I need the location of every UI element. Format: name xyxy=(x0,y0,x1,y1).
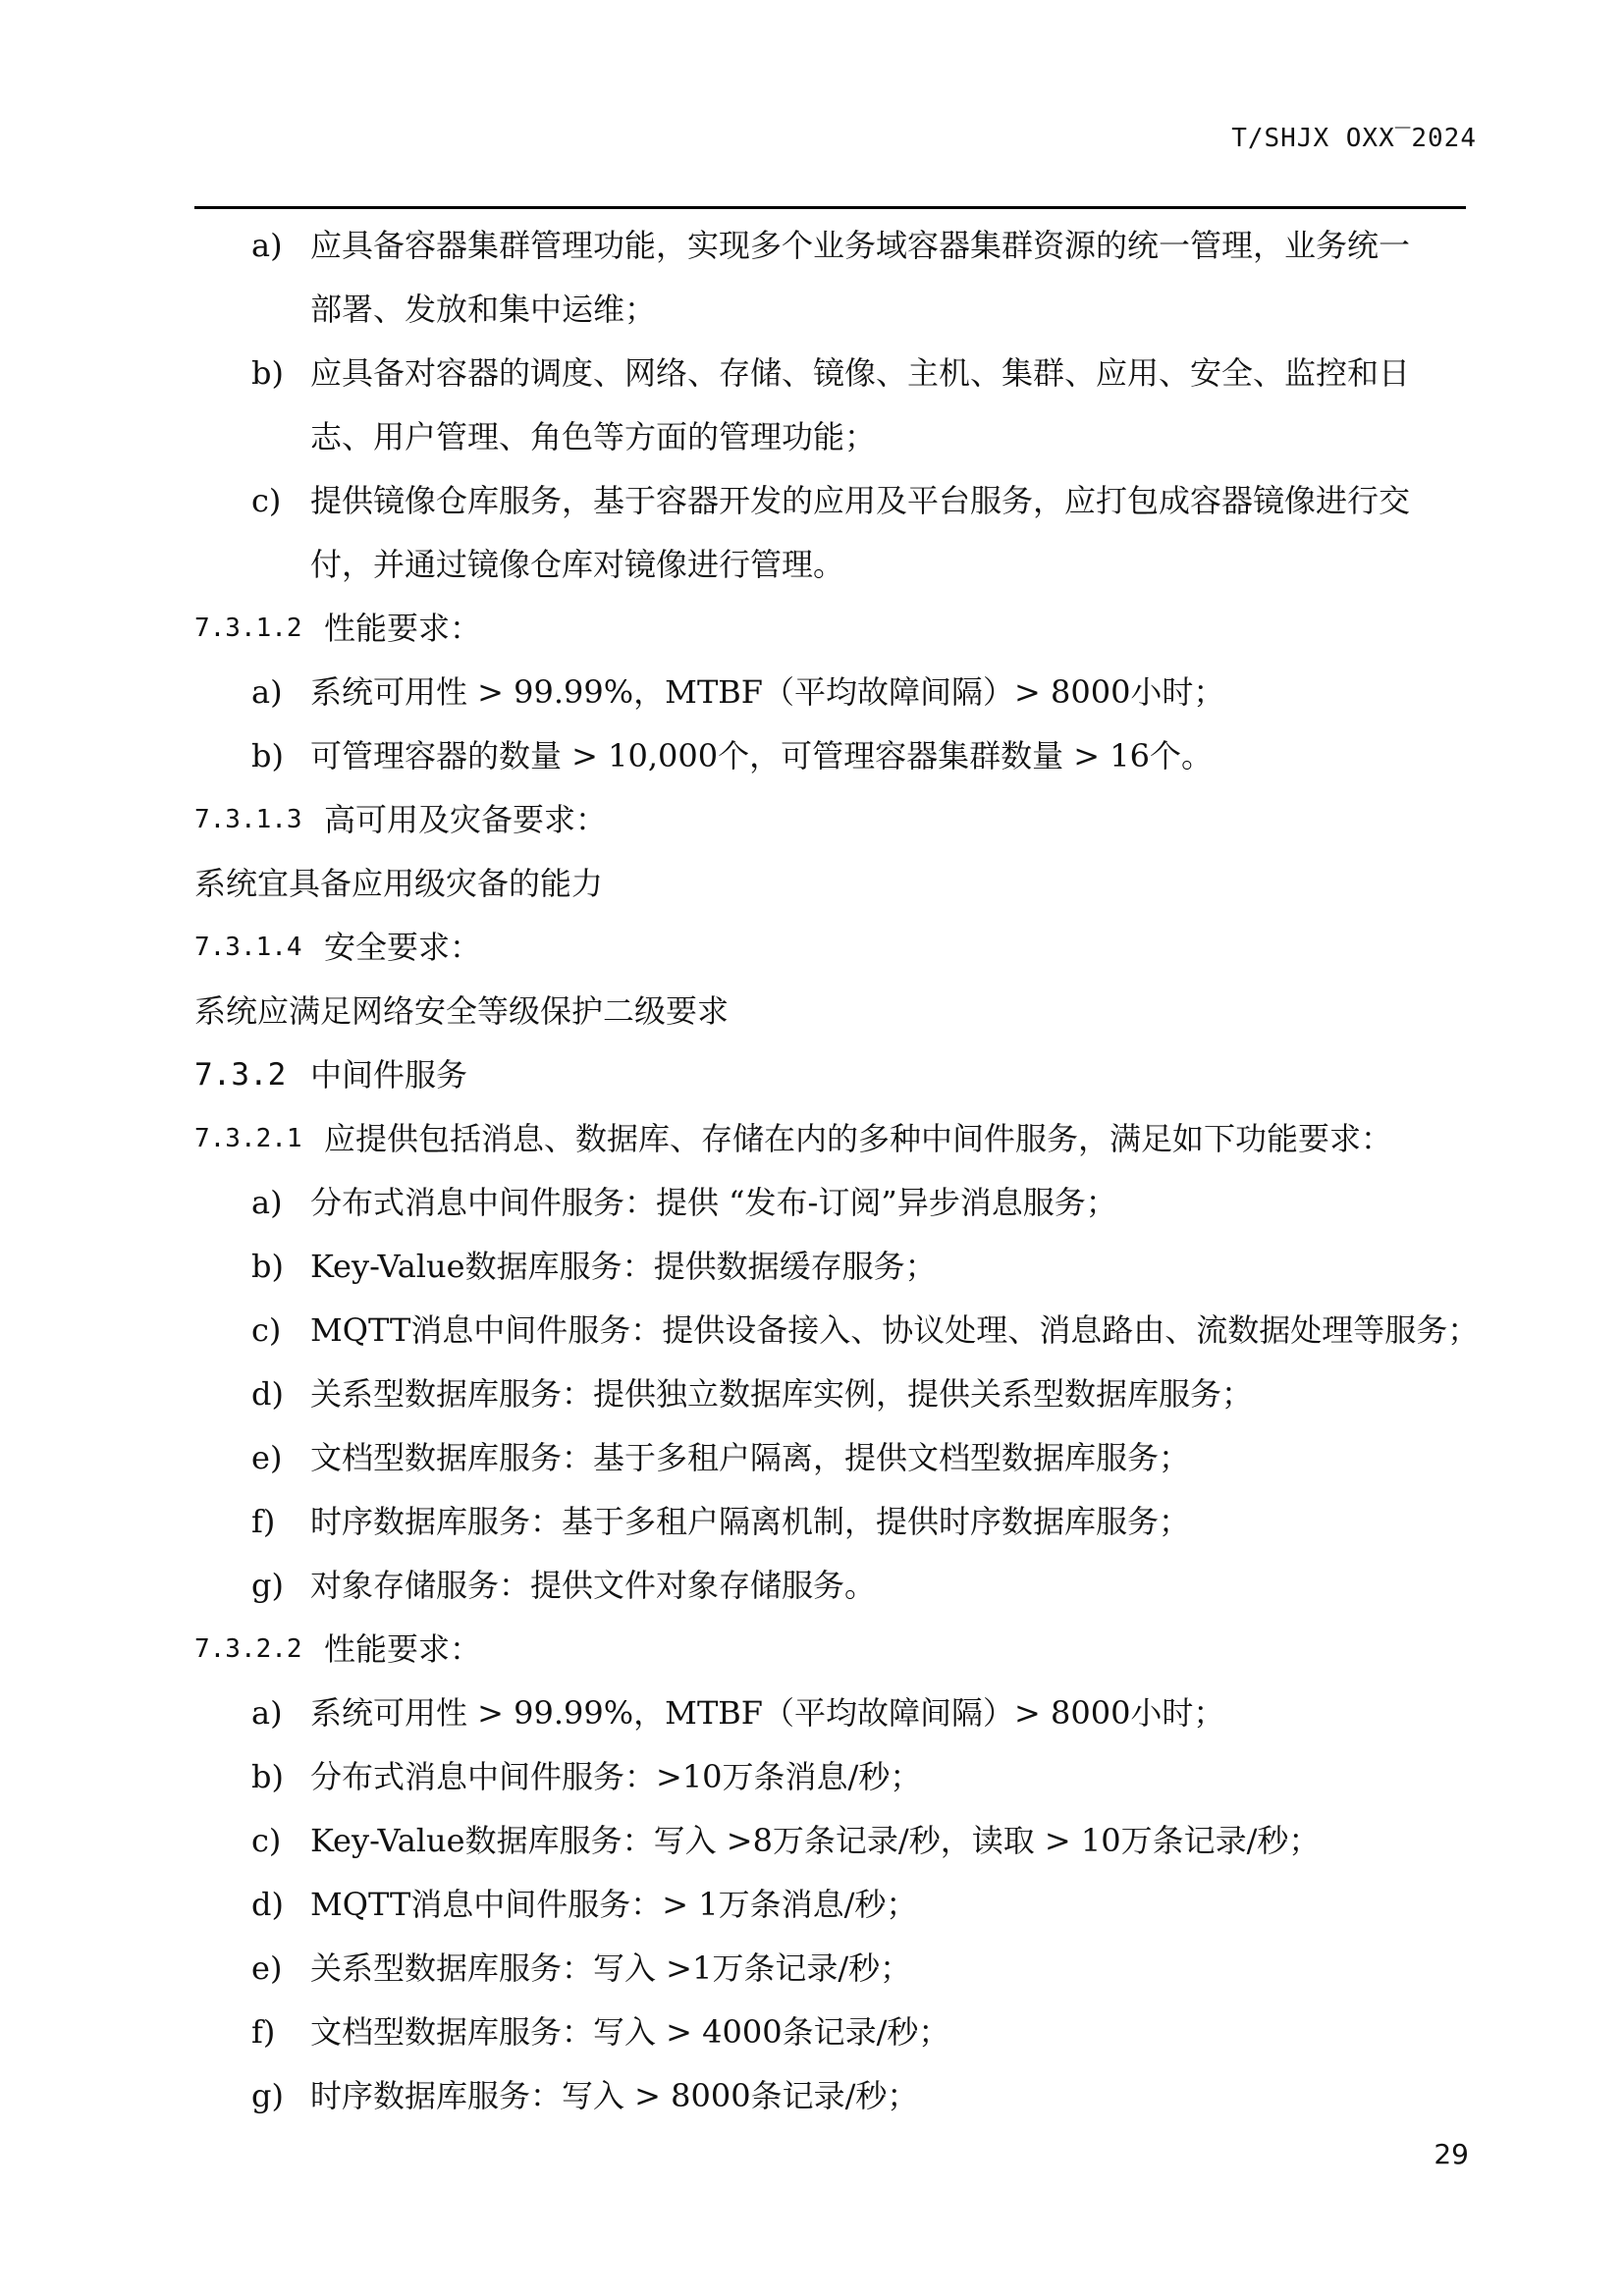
paragraph xyxy=(194,852,1471,916)
line-text: 对象存储服务：提供文件对象存储服务。 xyxy=(310,1567,877,1604)
line-text: 系统可用性 > 99.99%，MTBF（平均故障间隔）> 8000小时； xyxy=(310,673,1225,711)
list-item xyxy=(194,1554,1471,1618)
line-text: 时序数据库服务：写入 > 8000条记录/秒； xyxy=(310,2077,919,2114)
document-body xyxy=(194,214,1480,2128)
line-text: 时序数据库服务：基于多租户隔离机制，提供时序数据库服务； xyxy=(310,1503,1191,1540)
line-text: MQTT消息中间件服务：提供设备接入、协议处理、消息路由、流数据处理等服务； xyxy=(310,1311,1480,1349)
line-text: 付，并通过镜像仓库对镜像进行管理。 xyxy=(310,546,845,583)
list-item xyxy=(194,1809,1471,1873)
list-item xyxy=(194,1937,1471,2001)
list-item-marker: a) xyxy=(251,1694,283,1732)
list-item xyxy=(194,2064,1471,2128)
list-item-marker: c) xyxy=(251,1822,282,1859)
line-text: Key-Value数据库服务：提供数据缓存服务； xyxy=(310,1248,937,1285)
line-text: 提供镜像仓库服务，基于容器开发的应用及平台服务，应打包成容器镜像进行交 xyxy=(310,482,1411,519)
list-item-marker: c) xyxy=(251,1311,282,1349)
list-item xyxy=(194,1873,1471,1937)
line-text: 分布式消息中间件服务：>10万条消息/秒； xyxy=(310,1758,922,1795)
section-title: 安全要求： xyxy=(324,929,482,966)
section-heading xyxy=(194,597,1471,661)
section-title: 性能要求： xyxy=(324,1630,482,1668)
section-title: 高可用及灾备要求： xyxy=(324,801,608,838)
section-title: 应提供包括消息、数据库、存储在内的多种中间件服务，满足如下功能要求： xyxy=(324,1120,1393,1157)
line-text: 分布式消息中间件服务：提供 “发布-订阅”异步消息服务； xyxy=(310,1184,1117,1221)
line-text: 可管理容器的数量 > 10,000个，可管理容器集群数量 > 16个。 xyxy=(310,737,1214,774)
section-title: 中间件服务 xyxy=(310,1056,468,1094)
list-item-marker: b) xyxy=(251,1758,284,1795)
list-item xyxy=(194,661,1471,724)
list-item-continuation xyxy=(194,278,1471,342)
list-item-marker: a) xyxy=(251,227,283,264)
list-item xyxy=(194,724,1471,788)
line-text: Key-Value数据库服务：写入 >8万条记录/秒，读取 > 10万条记录/秒； xyxy=(310,1822,1321,1859)
line-text: 部署、发放和集中运维； xyxy=(310,291,657,328)
paragraph xyxy=(194,980,1471,1043)
section-heading xyxy=(194,1043,1471,1107)
line-text: 应具备对容器的调度、网络、存储、镜像、主机、集群、应用、安全、监控和日 xyxy=(310,354,1411,392)
list-item-marker: g) xyxy=(251,1567,284,1604)
list-item xyxy=(194,1235,1471,1299)
section-number: 7.3.1.2 xyxy=(194,614,302,643)
list-item xyxy=(194,1171,1471,1235)
line-text: 关系型数据库服务：写入 >1万条记录/秒； xyxy=(310,1949,912,1987)
list-item-marker: a) xyxy=(251,673,283,711)
list-item xyxy=(194,1745,1471,1809)
section-heading xyxy=(194,916,1471,980)
list-item-marker: d) xyxy=(251,1375,284,1413)
list-item xyxy=(194,1682,1471,1745)
list-item xyxy=(194,1426,1471,1490)
line-text: 志、用户管理、角色等方面的管理功能； xyxy=(310,418,877,455)
list-item xyxy=(194,214,1471,278)
section-number: 7.3.1.3 xyxy=(194,805,302,834)
header-rule xyxy=(194,206,1466,209)
list-item-continuation xyxy=(194,533,1471,597)
page-number: 29 xyxy=(1434,2138,1469,2170)
section-number: 7.3.2.1 xyxy=(194,1124,302,1153)
list-item-marker: e) xyxy=(251,1439,283,1476)
line-text: 系统宜具备应用级灾备的能力 xyxy=(194,865,604,902)
list-item xyxy=(194,1299,1480,1362)
line-text: 文档型数据库服务：基于多租户隔离，提供文档型数据库服务； xyxy=(310,1439,1191,1476)
list-item-marker: f) xyxy=(251,1503,276,1540)
section-number: 7.3.2 xyxy=(194,1057,287,1093)
list-item xyxy=(194,469,1471,533)
section-heading xyxy=(194,1107,1471,1171)
section-number: 7.3.2.2 xyxy=(194,1634,302,1664)
line-text: 系统应满足网络安全等级保护二级要求 xyxy=(194,992,730,1030)
list-item-marker: e) xyxy=(251,1949,283,1987)
list-item-marker: b) xyxy=(251,737,284,774)
list-item xyxy=(194,1490,1471,1554)
list-item-marker: f) xyxy=(251,2013,276,2051)
list-item-marker: b) xyxy=(251,1248,284,1285)
list-item-marker: a) xyxy=(251,1184,283,1221)
line-text: 系统可用性 > 99.99%，MTBF（平均故障间隔）> 8000小时； xyxy=(310,1694,1225,1732)
list-item-marker: g) xyxy=(251,2077,284,2114)
list-item-marker: b) xyxy=(251,354,284,392)
document-header-code: T/SHJX OXX‾2024 xyxy=(1231,124,1477,153)
section-heading xyxy=(194,1618,1471,1682)
list-item-marker: c) xyxy=(251,482,282,519)
line-text: 应具备容器集群管理功能，实现多个业务域容器集群资源的统一管理，业务统一 xyxy=(310,227,1411,264)
list-item-continuation xyxy=(194,405,1471,469)
section-number: 7.3.1.4 xyxy=(194,933,302,962)
section-title: 性能要求： xyxy=(324,610,482,647)
line-text: MQTT消息中间件服务：> 1万条消息/秒； xyxy=(310,1886,918,1923)
list-item xyxy=(194,1362,1471,1426)
list-item xyxy=(194,2001,1471,2064)
line-text: 文档型数据库服务：写入 > 4000条记录/秒； xyxy=(310,2013,950,2051)
list-item xyxy=(194,342,1471,405)
list-item-marker: d) xyxy=(251,1886,284,1923)
section-heading xyxy=(194,788,1471,852)
line-text: 关系型数据库服务：提供独立数据库实例，提供关系型数据库服务； xyxy=(310,1375,1254,1413)
